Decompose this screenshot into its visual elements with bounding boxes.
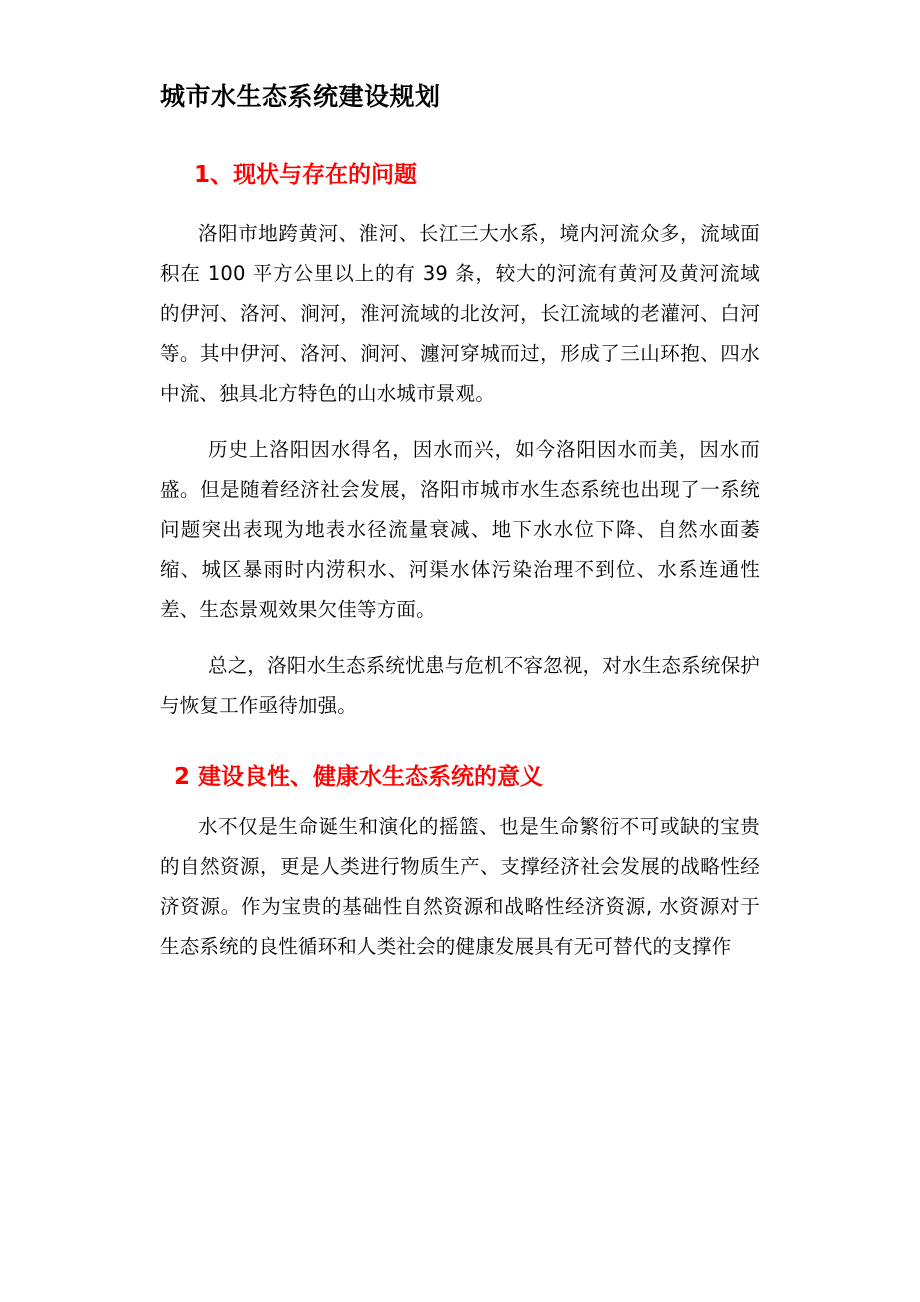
section-heading-1: 1、现状与存在的问题 (194, 161, 418, 188)
page-title: 城市水生态系统建设规划 (160, 82, 441, 111)
paragraph: 洛阳市地跨黄河、淮河、长江三大水系，境内河流众多，流域面积在 100 平方公里以上的有 39 条，较大的河流有黄河及黄河流域的伊河、洛河、涧河，淮河流域的北汝河，长江流域的老灌河、白河等。其中伊河、洛河、涧河、瀍河穿城而过，形成了三山环抱、四水中流、独具北方特色的山水城市景观。 (160, 222, 760, 405)
paragraph: 水不仅是生命诞生和演化的摇篮、也是生命繁衍不可或缺的宝贵的自然资源，更是人类进行物质生产、支撑经济社会发展的战略性经济资源。作为宝贵的基础性自然资源和战略性经济资源, 水资源对于生态系统的良性循环和人类社会的健康发展具有无可替代的支撑作 (160, 814, 760, 958)
section-heading-2: 2 建设良性、健康水生态系统的意义 (174, 764, 544, 790)
paragraph: 历史上洛阳因水得名，因水而兴，如今洛阳因水而美，因水而盛。但是随着经济社会发展，洛阳市城市水生态系统也出现了一系统问题突出表现为地表水径流量衰减、地下水水位下降、自然水面萎缩、城区暴雨时内涝积水、河渠水体污染治理不到位、水系连通性差、生态景观效果欠佳等方面。 (160, 438, 760, 621)
paragraph: 总之，洛阳水生态系统忧患与危机不容忽视，对水生态系统保护与恢复工作亟待加强。 (160, 654, 760, 717)
